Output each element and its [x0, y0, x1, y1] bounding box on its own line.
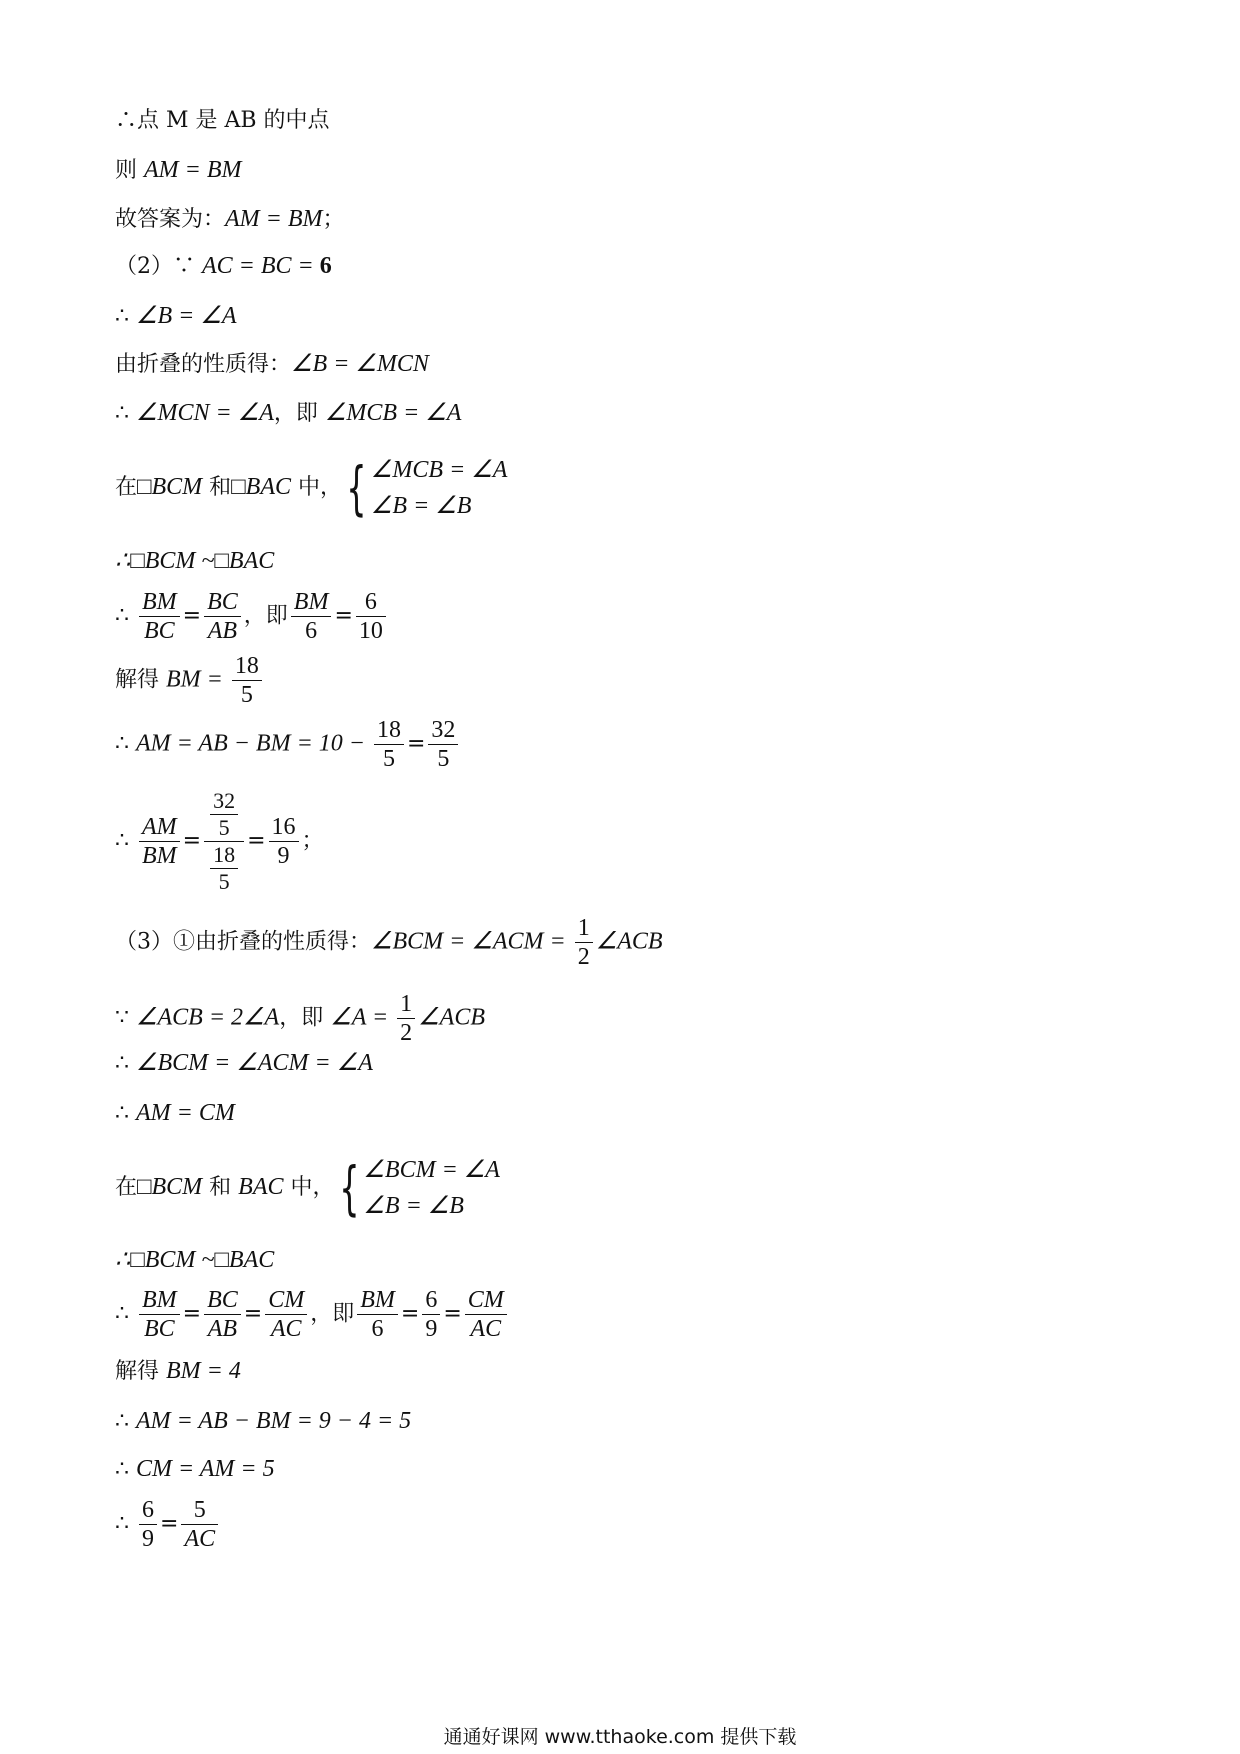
line-3 — [115, 206, 345, 233]
line-9 — [115, 548, 274, 575]
denominator: 5 — [240, 682, 253, 708]
math: □BAC — [231, 474, 291, 500]
numerator: 18 — [210, 842, 238, 869]
denominator: BC — [143, 618, 175, 644]
text: ∴点 M 是 AB 的中点 — [115, 108, 330, 133]
line-22 — [115, 1408, 411, 1435]
line-13 — [115, 788, 324, 895]
equals: = — [443, 1301, 462, 1327]
denominator: AB — [207, 1316, 238, 1342]
complex-numerator — [204, 788, 244, 842]
line-6 — [115, 351, 429, 378]
fraction — [232, 652, 262, 709]
numerator: 6 — [422, 1286, 440, 1315]
line-8 — [115, 452, 507, 524]
denominator: 9 — [425, 1316, 438, 1342]
brace-icon: { — [346, 454, 367, 522]
math: □BCM — [137, 1174, 203, 1200]
text: （3）①由折叠的性质得： — [115, 929, 371, 955]
text: 在 — [115, 475, 138, 500]
text: 则 — [115, 158, 144, 183]
denominator: AC — [184, 1526, 216, 1552]
text: ∴ — [115, 401, 136, 426]
complex-fraction — [204, 788, 244, 895]
numerator: 5 — [181, 1496, 218, 1525]
fraction — [374, 716, 404, 773]
math: ∠BCM = ∠ACM = ∠A — [136, 1050, 373, 1076]
math: AM = BM — [144, 157, 242, 183]
numerator: 1 — [397, 990, 415, 1019]
denominator: 9 — [277, 843, 290, 869]
math: ∠A = — [330, 1004, 395, 1031]
math: ∠ACB — [595, 928, 663, 955]
equation: ∠BCM = ∠A — [363, 1157, 500, 1183]
math: ∴□BCM ~□BAC — [115, 1247, 275, 1273]
denominator: 6 — [371, 1316, 384, 1342]
math: AM = CM — [136, 1100, 235, 1126]
text: 中， — [283, 1175, 335, 1200]
text: ∴ — [115, 1101, 136, 1126]
fraction — [139, 1496, 157, 1553]
line-7 — [115, 400, 461, 427]
denominator: BM — [142, 843, 177, 869]
denominator: 5 — [218, 815, 230, 840]
numerator: BM — [357, 1286, 398, 1315]
equals: = — [243, 1301, 263, 1327]
math: AM = AB − BM = 10 − — [136, 730, 371, 757]
fraction — [397, 990, 415, 1047]
line-15 — [115, 990, 485, 1047]
numerator: CM — [465, 1286, 507, 1315]
fraction — [139, 588, 180, 645]
text: ； — [301, 828, 324, 854]
text: ∴ — [115, 1409, 136, 1434]
fraction — [291, 588, 332, 645]
fraction — [204, 588, 241, 645]
equals: = — [182, 603, 202, 629]
line-12 — [115, 716, 461, 773]
equation: ∠B = ∠B — [363, 1193, 464, 1219]
brace-icon: { — [338, 1154, 360, 1222]
math: ∠ACB — [418, 1004, 485, 1031]
text: 中， — [291, 475, 342, 500]
text: 和 — [202, 475, 232, 500]
math: ∠BCM = ∠ACM = — [371, 928, 572, 955]
line-4 — [115, 253, 332, 280]
numerator: BM — [291, 588, 332, 617]
numerator: BC — [204, 1286, 241, 1315]
denominator: 2 — [577, 944, 590, 970]
numerator: 18 — [232, 652, 262, 681]
fraction — [465, 1286, 507, 1343]
line-18 — [115, 1152, 500, 1224]
line-16 — [115, 1050, 373, 1077]
numerator: 32 — [428, 716, 458, 745]
line-21 — [115, 1358, 241, 1385]
line-11 — [115, 652, 265, 709]
denominator: 2 — [400, 1020, 413, 1046]
text: ∴ — [115, 828, 129, 854]
complex-denominator — [204, 842, 244, 895]
math: BM = 4 — [166, 1358, 241, 1384]
line-14 — [115, 914, 663, 971]
equation-system — [363, 1152, 500, 1224]
math: □BCM — [137, 474, 203, 500]
text: 和 — [202, 1175, 239, 1200]
fraction — [356, 588, 386, 645]
equals: = — [334, 603, 353, 629]
math: ∠ACB = 2∠A — [136, 1004, 280, 1031]
denominator: AC — [270, 1316, 302, 1342]
equation: ∠B = ∠B — [370, 493, 472, 519]
denominator: 6 — [305, 618, 318, 644]
fraction — [575, 914, 593, 971]
line-10 — [115, 588, 389, 645]
math: AC = BC = — [202, 253, 320, 279]
line-19 — [115, 1247, 274, 1274]
numerator: BM — [139, 588, 180, 617]
text: ∵ — [115, 1005, 136, 1031]
numerator: 18 — [374, 716, 404, 745]
denominator: AB — [207, 618, 238, 644]
fraction — [422, 1286, 440, 1343]
denominator: 9 — [142, 1526, 154, 1552]
fraction — [210, 788, 238, 841]
text: ∴ — [115, 1457, 136, 1482]
math: ∠MCN = ∠A — [136, 400, 274, 426]
text: ∴ — [115, 304, 136, 329]
denominator: 10 — [358, 618, 383, 644]
math: ∠MCB = ∠A — [324, 400, 462, 426]
page-footer: 通通好课网 www.tthaoke.com 提供下载 — [443, 1726, 797, 1748]
text: ∴ — [115, 1511, 129, 1537]
text: ； — [322, 207, 345, 232]
number: 6 — [319, 253, 332, 279]
line-1 — [115, 108, 330, 134]
denominator: 5 — [382, 746, 395, 772]
numerator: 16 — [269, 813, 299, 842]
numerator: BM — [139, 1286, 180, 1315]
numerator: 1 — [575, 914, 593, 943]
text: 故答案为： — [115, 207, 226, 232]
fraction — [181, 1496, 218, 1553]
math: BAC — [238, 1174, 284, 1200]
denominator: 5 — [437, 746, 450, 772]
numerator: BC — [204, 588, 241, 617]
text: ，即 — [310, 1301, 355, 1327]
denominator: 5 — [218, 869, 230, 894]
line-5 — [115, 303, 237, 330]
text: ∴ — [115, 1301, 129, 1327]
equals: = — [406, 731, 426, 757]
equation: ∠MCB = ∠A — [370, 457, 508, 483]
math: CM = AM = 5 — [136, 1456, 275, 1482]
equation-system — [371, 452, 508, 524]
line-23 — [115, 1456, 275, 1483]
numerator: 6 — [356, 588, 386, 617]
text: （2）∵ — [115, 254, 202, 279]
line-2 — [115, 157, 242, 184]
fraction — [428, 716, 458, 773]
math: AM = BM — [225, 206, 323, 232]
fraction — [265, 1286, 307, 1343]
text: 解得 — [115, 1359, 166, 1384]
text: ，即 — [279, 1005, 331, 1031]
line-20 — [115, 1286, 510, 1343]
text: 在 — [115, 1175, 138, 1200]
fraction — [357, 1286, 398, 1343]
math: ∠B = ∠MCN — [291, 351, 429, 377]
text: 解得 — [115, 667, 166, 693]
math: ∴□BCM ~□BAC — [115, 548, 275, 574]
math: AM = AB − BM = 9 − 4 = 5 — [136, 1408, 412, 1434]
math: ∠B = ∠A — [136, 303, 237, 329]
fraction — [210, 842, 238, 895]
fraction — [139, 1286, 180, 1343]
line-17 — [115, 1100, 235, 1127]
denominator: BC — [143, 1316, 175, 1342]
equals: = — [400, 1301, 420, 1327]
numerator: 32 — [210, 788, 238, 815]
equals: = — [247, 828, 266, 854]
equals: = — [182, 828, 202, 854]
text: 由折叠的性质得： — [115, 352, 292, 377]
equals: = — [182, 1301, 202, 1327]
text: ∴ — [115, 731, 136, 757]
denominator: AC — [470, 1316, 502, 1342]
text: ，即 — [243, 603, 288, 629]
numerator: 6 — [139, 1496, 157, 1525]
math: BM = — [166, 666, 229, 693]
text: ∴ — [115, 1051, 136, 1076]
numerator: CM — [265, 1286, 307, 1315]
fraction — [204, 1286, 241, 1343]
line-24 — [115, 1496, 221, 1553]
fraction — [269, 813, 299, 870]
text: ，即 — [273, 401, 325, 426]
equals: = — [160, 1511, 179, 1537]
numerator: AM — [139, 813, 180, 842]
text: ∴ — [115, 603, 129, 629]
fraction — [139, 813, 180, 870]
